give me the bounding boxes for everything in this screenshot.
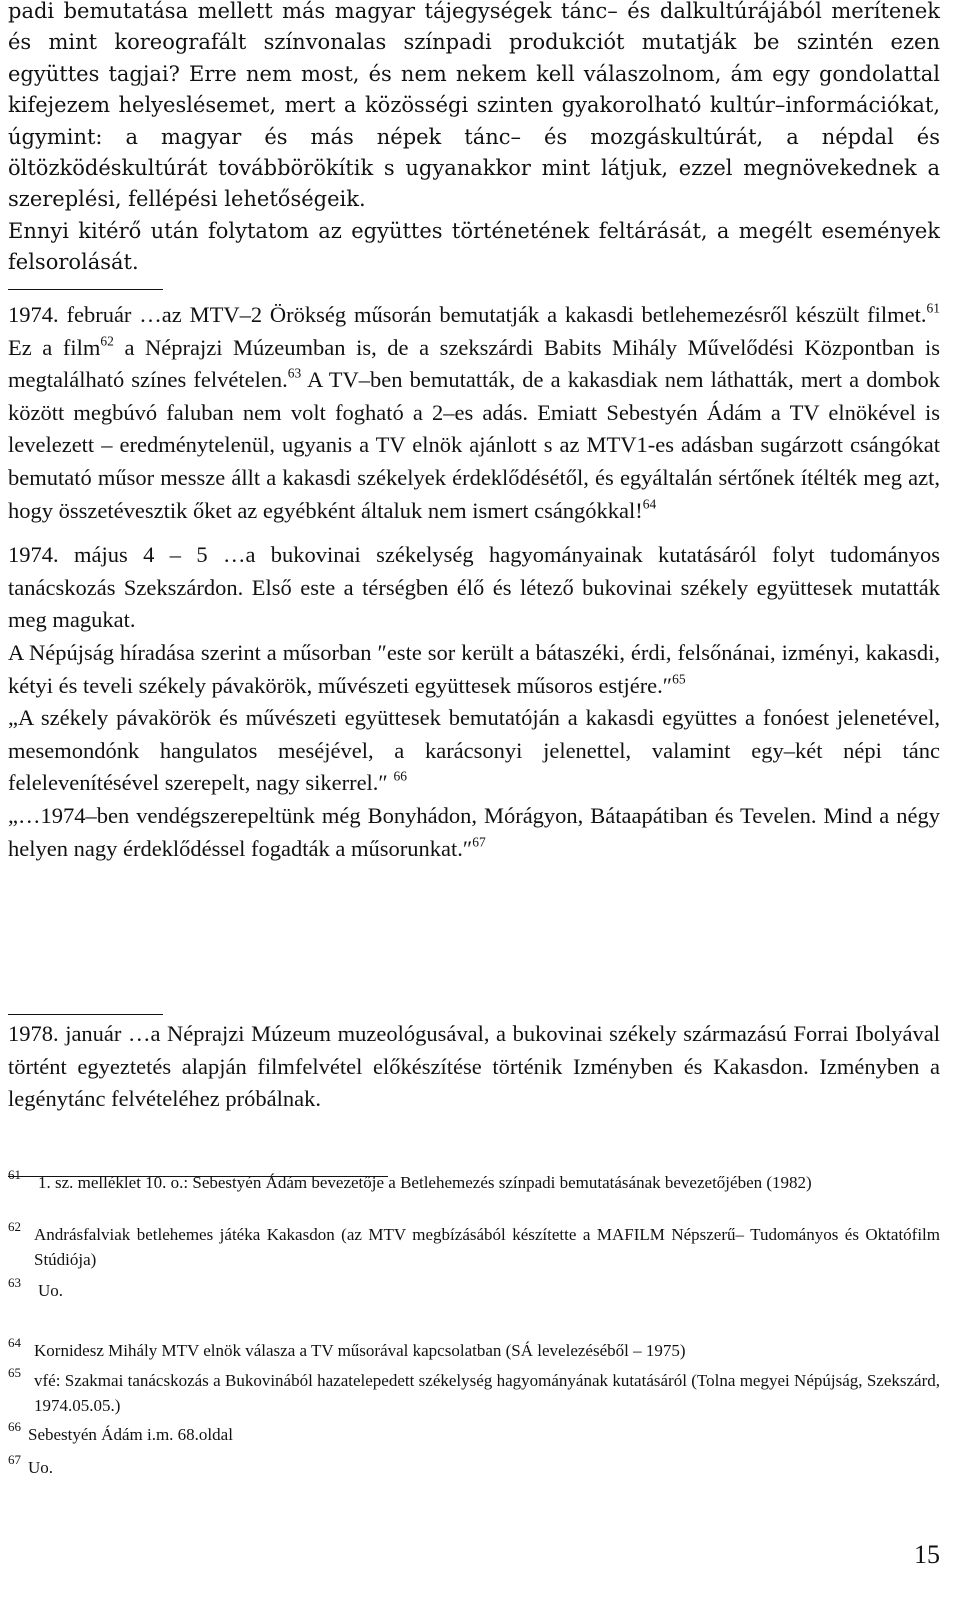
section-intro	[8, 0, 940, 279]
footnote-number: 67	[8, 1452, 21, 1467]
footnote-65	[8, 1365, 940, 1418]
footnote-text: 1. sz. melléklet 10. o.: Sebestyén Ádám bevezetője a Betlehemezés színpadi bemutatásának bevezetőjében (1982)	[38, 1173, 812, 1192]
footnote-66	[8, 1419, 940, 1447]
footnote-62	[8, 1219, 940, 1272]
section-separator	[8, 1014, 163, 1015]
footnote-ref: 67	[472, 834, 486, 850]
event-text: A TV–ben bemutatták, de a kakasdiak nem láthatták, mert a dombok között megbúvó faluban nem volt fogható a 2–es adás. Emiatt Sebestyén Ádám a TV elnökével is levelezett – eredménytelenül, ugyanis a TV elnök ajánlott s az MTV1-es adásban sugárzott csángókat bemutató műsor messze állt a kakasdi székelyek érdeklődésétől, és egyáltalán sértőnek ítélték meg azt, hogy összetévesztik őket az egyébként általuk nem ismert csángókkal!	[8, 367, 940, 523]
event-nepujsag	[8, 637, 940, 702]
footnote-number: 66	[8, 1419, 21, 1434]
event-text: „…1974–ben vendégszerepeltünk még Bonyhádon, Mórágyon, Bátaapátiban és Tevelen. Mind a négy helyen nagy érdeklődéssel fogadták a műsorunkat.″	[8, 802, 940, 861]
footnote-text: vfé: Szakmai tanácskozás a Bukovinából hazatelepedett székelység hagyományának kutatásáról (Tolna megyei Népújság, Szekszárd, 1974.05.05.)	[34, 1371, 940, 1415]
event-text: A Népújság híradása szerint a műsorban ″este sor került a bátaszéki, érdi, felsőnánai, izményi, kakasdi, kétyi és teveli székely pávakörök, művészeti együttesek műsoros estjére.″	[8, 639, 940, 698]
footnote-ref: 61	[926, 300, 940, 316]
event-text: a Néprajzi Múzeumban is, de a szekszárdi Babits Mihály Művelődési Központban is megtalálható színes felvételen.	[8, 334, 940, 393]
event-text: 1974. február …az MTV–2 Örökség műsorán bemutatják a kakasdi betlehemezésről készült filmet.	[8, 302, 927, 327]
event-text: „A székely pávakörök és művészeti együttesek bemutatóján a kakasdi együttes a fonóest jelenetével, mesemondónk hangulatos meséjével, a karácsonyi jelenettel, valamint egy–két népi tánc felelevenítésével szerepelt, nagy sikerrel.″	[8, 705, 940, 796]
footnote-text: Uo.	[28, 1458, 54, 1477]
event-text: Ez a film	[8, 334, 101, 360]
footnote-ref: 63	[287, 365, 302, 381]
footnote-ref: 64	[642, 496, 657, 512]
footnote-number: 61	[8, 1167, 21, 1182]
footnote-number: 63	[8, 1275, 21, 1290]
footnote-67	[8, 1452, 940, 1480]
footnote-number: 64	[8, 1335, 21, 1350]
footnote-text: Sebestyén Ádám i.m. 68.oldal	[28, 1425, 233, 1444]
footnote-ref: 65	[672, 671, 686, 687]
footnote-text: Kornidesz Mihály MTV elnök válasza a TV műsorával kapcsolatban (SÁ levelezéséből – 1975)	[34, 1341, 686, 1360]
footnote-text: Andrásfalviak betlehemes játéka Kakasdon (az MTV megbízásából készítette a MAFILM Népszerű– Tudományos és Oktatófilm Stúdiója)	[34, 1225, 940, 1269]
event-1974-feb	[8, 299, 940, 527]
section-events-1974	[8, 299, 940, 865]
event-quote-1	[8, 702, 940, 800]
footnote-number: 65	[8, 1365, 21, 1380]
event-1978-jan: 1978. január …a Néprajzi Múzeum muzeológusával, a bukovinai székely származású Forrai Ibolyával történt egyeztetés alapján filmfelvétel előkészítése történik Izményben és Kakasdon. Izményben a legénytánc felvételéhez próbálnak.	[8, 1021, 940, 1112]
footnote-64	[8, 1335, 940, 1363]
paragraph-continue: Ennyi kitérő után folytatom az együttes történetének feltárását, a megélt események felsorolását.	[8, 218, 940, 275]
footnote-text: Uo.	[38, 1281, 64, 1300]
event-quote-2	[8, 800, 940, 865]
footnote-63	[8, 1275, 940, 1303]
paragraph-intro: padi bemutatása mellett más magyar tájegységek tánc– és dalkultúrájából merítenek és mint koreografált színvonalas színpadi produkciót mutatják be szintén ezen együttes tagjai? Erre nem most, és nem nekem kell válaszolnom, ám egy gondolattal kifejezem helyeslésemet, mert a közösségi szinten gyakorolható kultúr–információkat, úgymint: a magyar és más népek tánc– és mozgáskultúrát, a népdal és öltözködéskultúrát továbbörökítik s ugyanakkor mint látjuk, ezzel megnövekednek a szereplési, fellépési lehetőségeik.	[8, 0, 940, 212]
section-separator	[8, 289, 163, 290]
footnote-number: 62	[8, 1219, 21, 1234]
footnote-61	[8, 1167, 940, 1195]
page-number: 15	[914, 1540, 940, 1569]
event-1974-may: 1974. május 4 – 5 …a bukovinai székelység hagyományainak kutatásáról folyt tudományos tanácskozás Szekszárdon. Első este a térségben élő és létező bukovinai székely együttesek mutatták meg magukat.	[8, 542, 940, 633]
footnote-ref: 62	[100, 333, 114, 349]
section-events-1978	[8, 1018, 940, 1116]
footnote-ref: 66	[393, 768, 407, 784]
